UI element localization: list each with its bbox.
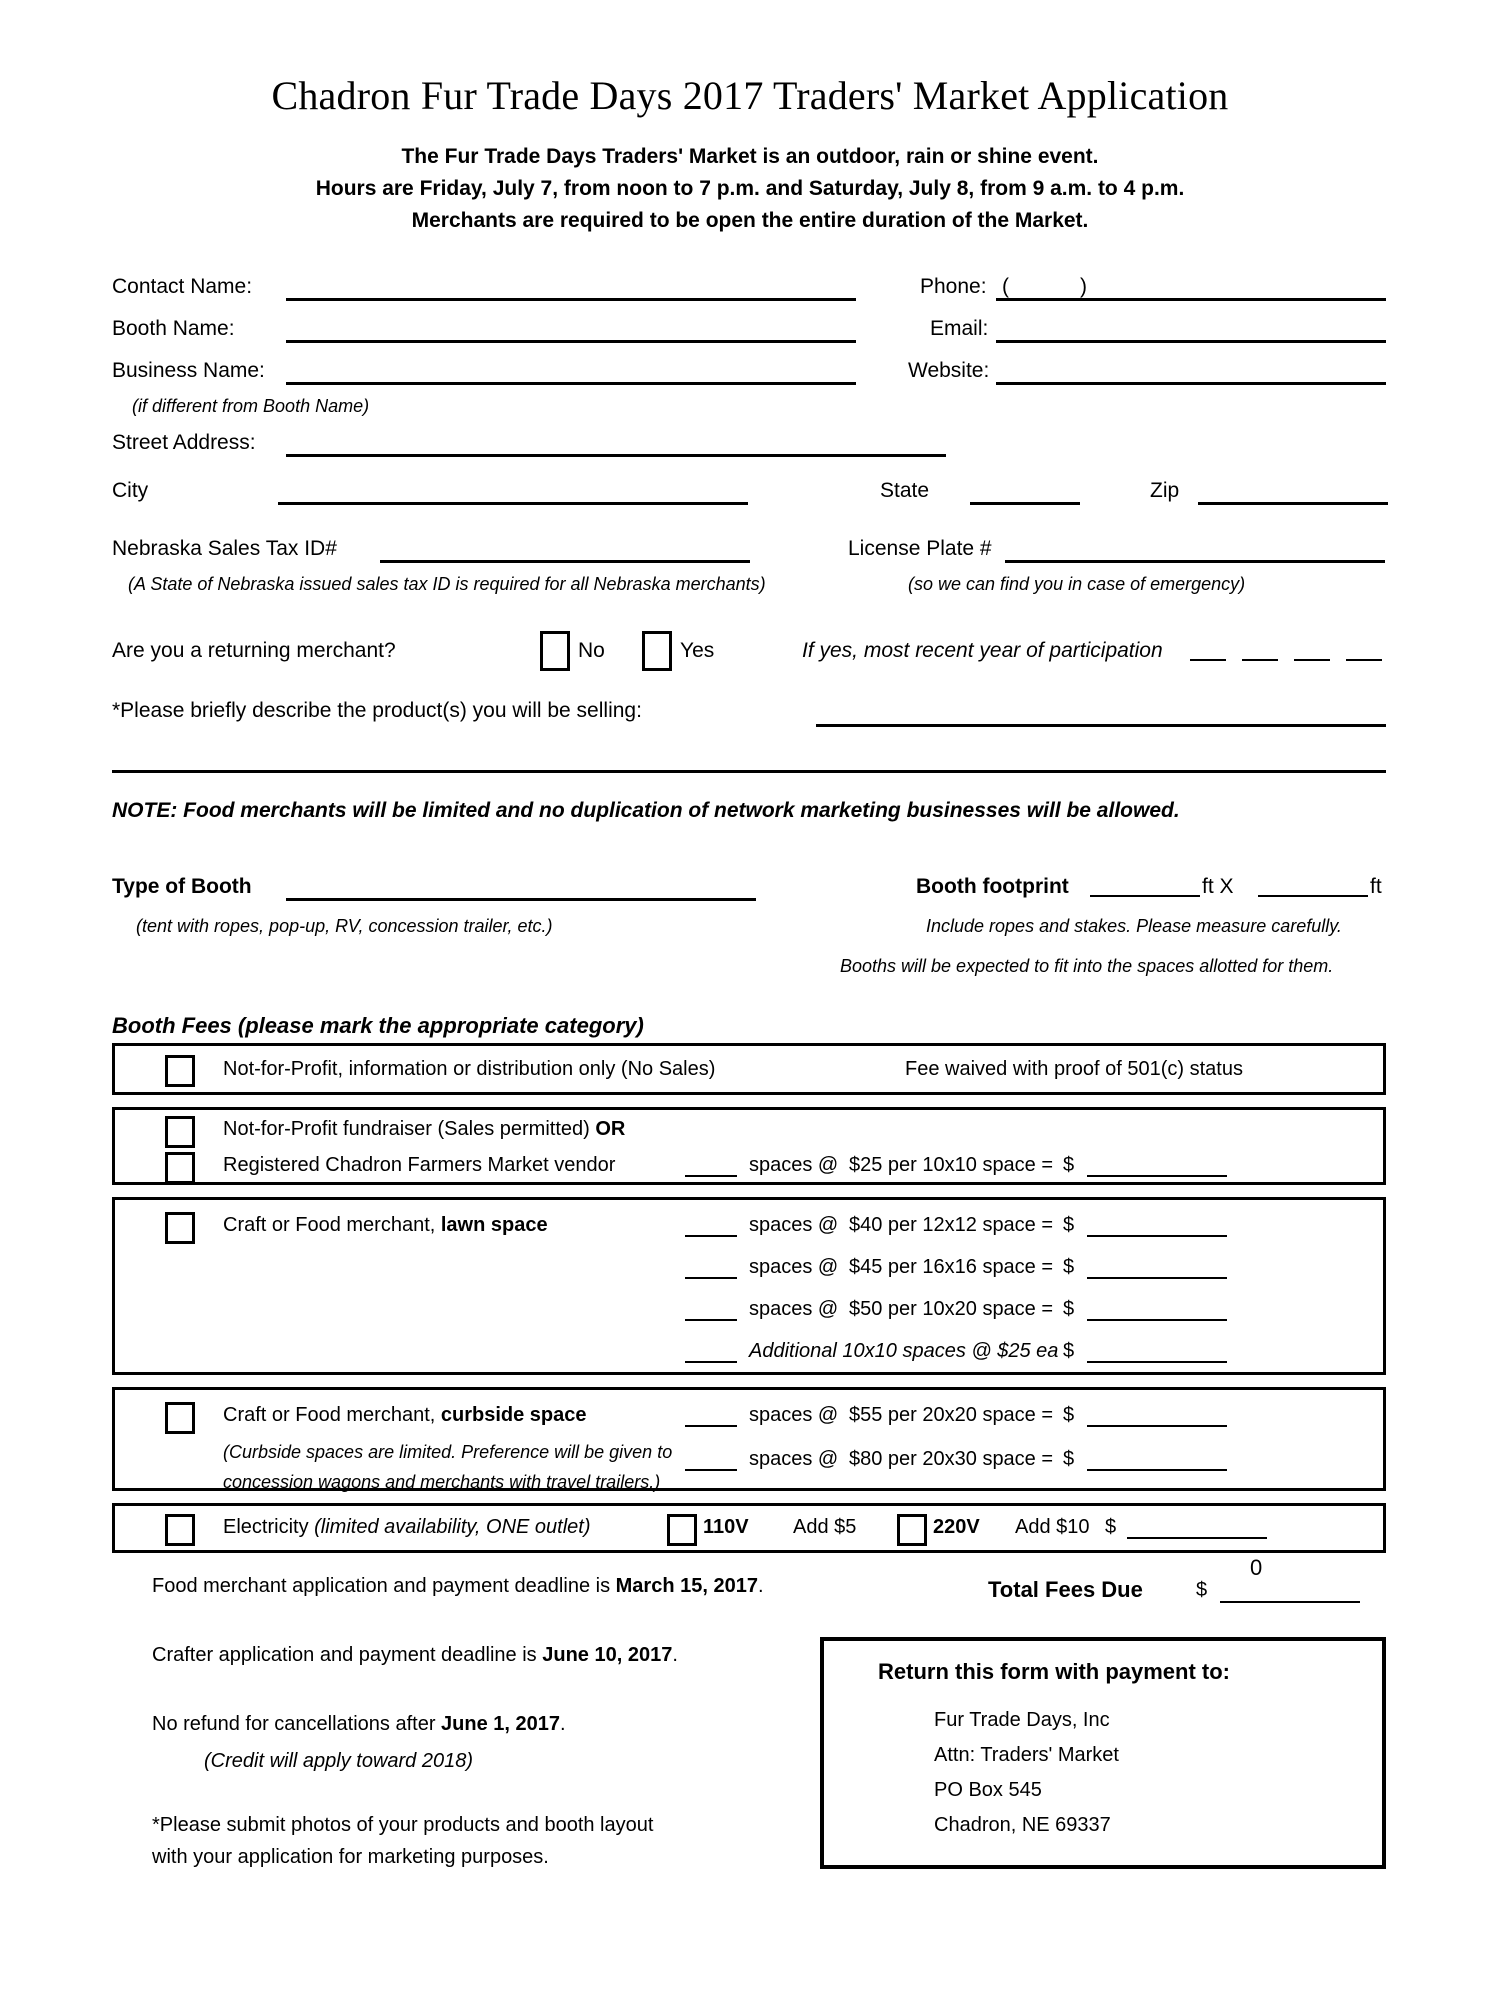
spaces-at-label-55: spaces @	[749, 1403, 839, 1426]
phone-input[interactable]	[996, 298, 1386, 301]
deadline-refund-prefix: No refund for cancellations after	[152, 1712, 442, 1735]
booth-type-row	[90, 857, 1410, 909]
spaces-at-label-40: spaces @	[749, 1213, 839, 1236]
return-box-line-3: PO Box 545	[934, 1778, 1042, 1801]
electricity-label-text: Electricity	[223, 1515, 315, 1538]
fee-label-electricity	[223, 1516, 591, 1539]
total-fees-label: Total Fees Due	[988, 1576, 1143, 1602]
checkbox-110v[interactable]	[667, 1514, 697, 1546]
total-fees-value: 0	[1250, 1554, 1263, 1580]
deadline-refund	[152, 1713, 792, 1736]
dollar-sign-40: $	[1063, 1213, 1075, 1236]
returning-merchant-question: Are you a returning merchant?	[112, 638, 396, 662]
returning-merchant-no-label: No	[578, 638, 605, 662]
curbside-note-line-2: concession wagons and merchants with travel trailers.)	[223, 1471, 661, 1492]
business-name-input[interactable]	[286, 382, 856, 385]
credit-note: (Credit will apply toward 2018)	[204, 1749, 474, 1772]
product-description-input-line-2[interactable]	[112, 770, 1386, 773]
application-form-page	[0, 72, 1500, 2013]
tax-id-notes-row	[90, 569, 1410, 601]
spaces-at-label-45: spaces @	[749, 1255, 839, 1278]
street-address-input[interactable]	[286, 454, 946, 457]
spaces-at-label-50: spaces @	[749, 1297, 839, 1320]
total-fees-input[interactable]	[1220, 1601, 1360, 1603]
subheading-block	[0, 141, 1500, 237]
booth-name-input[interactable]	[286, 340, 856, 343]
fee-block-not-for-profit-no-sales	[112, 1043, 1386, 1095]
product-description-label: *Please briefly describe the product(s) you will be selling:	[112, 698, 642, 722]
deadline-refund-date: June 1, 2017	[441, 1712, 561, 1735]
return-address-box	[820, 1637, 1386, 1869]
street-address-label: Street Address:	[112, 430, 256, 454]
fee-amount-input-50[interactable]	[1087, 1302, 1227, 1321]
spaces-count-input-45[interactable]	[685, 1260, 737, 1279]
fee-amount-input-55[interactable]	[1087, 1408, 1227, 1427]
fee-rate-50: $50 per 10x20 space =	[849, 1297, 1054, 1320]
fee-label-not-for-profit-no-sales: Not-for-Profit, information or distribution only (No Sales)	[223, 1057, 716, 1080]
year-digit-2-input[interactable]	[1242, 659, 1278, 661]
product-description-input-line-1[interactable]	[816, 724, 1386, 727]
fee-block-electricity	[112, 1503, 1386, 1553]
fee-amount-input-40[interactable]	[1087, 1218, 1227, 1237]
note-row	[90, 779, 1410, 829]
photos-note-line-1: *Please submit photos of your products and booth layout	[152, 1813, 654, 1836]
deadline-food-date: March 15, 2017	[615, 1574, 758, 1597]
license-plate-label: License Plate #	[848, 536, 992, 560]
checkbox-not-for-profit-fundraiser[interactable]	[165, 1116, 195, 1148]
fee-label-curbside-bold: curbside space	[440, 1403, 587, 1426]
deadline-food	[152, 1575, 792, 1598]
fee-label-or: OR	[595, 1117, 626, 1140]
return-box-line-1: Fur Trade Days, Inc	[934, 1708, 1110, 1731]
return-box-line-4: Chadron, NE 69337	[934, 1813, 1111, 1836]
fee-label-lawn-bold: lawn space	[440, 1213, 548, 1236]
fee-label-farmers-market-vendor: Registered Chadron Farmers Market vendor	[223, 1153, 616, 1176]
spaces-at-label-25: spaces @	[749, 1153, 839, 1176]
spaces-count-input-40[interactable]	[685, 1218, 737, 1237]
deadline-crafter-date: June 10, 2017	[542, 1643, 673, 1666]
booth-notes-row-2	[90, 943, 1410, 983]
booth-footprint-unit-1: ft X	[1202, 874, 1234, 898]
city-input[interactable]	[278, 502, 748, 505]
page-title: Chadron Fur Trade Days 2017 Traders' Market Application	[271, 73, 1229, 118]
deadline-food-prefix: Food merchant application and payment deadline is	[152, 1574, 616, 1597]
deadline-crafter	[152, 1644, 792, 1667]
contact-name-row	[90, 265, 1410, 307]
booth-footprint-unit-2: ft	[1370, 874, 1382, 898]
fee-waiver-text: Fee waived with proof of 501(c) status	[905, 1057, 1243, 1080]
subheading-line-3: Merchants are required to be open the entire duration of the Market.	[411, 208, 1089, 232]
email-label: Email:	[930, 316, 989, 340]
fee-label-curbside-space	[223, 1404, 587, 1427]
phone-paren-close: )	[1080, 274, 1087, 298]
deadlines-column	[152, 1575, 792, 1873]
license-plate-note: (so we can find you in case of emergency)	[908, 573, 1246, 594]
business-name-label: Business Name:	[112, 358, 265, 382]
spaces-count-input-55[interactable]	[685, 1408, 737, 1427]
street-address-row	[90, 421, 1410, 463]
subheading-line-2: Hours are Friday, July 7, from noon to 7 p.m. and Saturday, July 8, from 9 a.m. to 4 p.m.	[315, 176, 1185, 200]
note-text: NOTE: Food merchants will be limited and no duplication of network marketing businesses will be allowed.	[112, 798, 1180, 822]
fee-block-curbside-space	[112, 1387, 1386, 1491]
deadline-crafter-prefix: Crafter application and payment deadline is	[152, 1643, 543, 1666]
booth-fees-heading-row	[90, 995, 1410, 1043]
booth-notes-row-1	[90, 909, 1410, 943]
electricity-label-note: (limited availability, ONE outlet)	[314, 1515, 591, 1538]
fee-amount-input-45[interactable]	[1087, 1260, 1227, 1279]
year-digit-3-input[interactable]	[1294, 659, 1330, 661]
booth-name-row	[90, 307, 1410, 349]
website-input[interactable]	[996, 382, 1386, 385]
deadline-refund-suffix: .	[560, 1712, 566, 1735]
zip-label: Zip	[1150, 478, 1180, 502]
booth-footprint-depth-input[interactable]	[1258, 895, 1368, 897]
email-input[interactable]	[996, 340, 1386, 343]
label-110v: 110V	[703, 1515, 749, 1538]
booth-type-note: (tent with ropes, pop-up, RV, concession trailer, etc.)	[136, 915, 553, 936]
checkbox-not-for-profit-no-sales[interactable]	[165, 1055, 195, 1087]
fee-amount-input-electricity[interactable]	[1127, 1520, 1267, 1539]
checkbox-electricity[interactable]	[165, 1514, 195, 1546]
spaces-count-input-25[interactable]	[685, 1158, 737, 1177]
fee-label-text-lawn: Craft or Food merchant,	[223, 1213, 441, 1236]
state-input[interactable]	[970, 502, 1080, 505]
license-plate-input[interactable]	[1005, 560, 1385, 563]
booth-type-label: Type of Booth	[112, 874, 252, 898]
spaces-count-input-additional[interactable]	[685, 1344, 737, 1363]
spaces-count-input-50[interactable]	[685, 1302, 737, 1321]
dollar-sign-80: $	[1063, 1447, 1075, 1470]
total-fees-dollar-sign: $	[1196, 1578, 1208, 1601]
tax-id-label: Nebraska Sales Tax ID#	[112, 536, 337, 560]
contact-name-input[interactable]	[286, 298, 856, 301]
dollar-sign-25: $	[1063, 1153, 1075, 1176]
fee-label-not-for-profit-fundraiser	[223, 1118, 625, 1141]
booth-footprint-label: Booth footprint	[916, 874, 1069, 898]
label-220v: 220V	[933, 1515, 980, 1538]
zip-input[interactable]	[1198, 502, 1388, 505]
returning-merchant-row	[90, 615, 1410, 677]
fee-block-not-for-profit-fundraiser	[112, 1107, 1386, 1185]
city-state-zip-row	[90, 469, 1410, 511]
deadline-crafter-suffix: .	[672, 1643, 678, 1666]
return-box-line-2: Attn: Traders' Market	[934, 1743, 1119, 1766]
dollar-sign-50: $	[1063, 1297, 1075, 1320]
state-label: State	[880, 478, 930, 502]
returning-merchant-yes-checkbox[interactable]	[642, 631, 672, 671]
fee-label-lawn-space	[223, 1214, 548, 1237]
return-box-address	[934, 1703, 1382, 1843]
dollar-sign-45: $	[1063, 1255, 1075, 1278]
fee-rate-45: $45 per 16x16 space =	[849, 1255, 1054, 1278]
checkbox-farmers-market-vendor[interactable]	[165, 1152, 195, 1184]
checkbox-lawn-space[interactable]	[165, 1212, 195, 1244]
booth-footprint-note-1: Include ropes and stakes. Please measure carefully.	[926, 915, 1342, 936]
tax-id-row	[90, 527, 1410, 569]
returning-merchant-no-checkbox[interactable]	[540, 631, 570, 671]
fee-rate-40: $40 per 12x12 space =	[849, 1213, 1054, 1236]
checkbox-220v[interactable]	[897, 1514, 927, 1546]
business-name-note-row	[90, 391, 1410, 421]
footer-section	[90, 1554, 1410, 1905]
photos-note-line-2: with your application for marketing purposes.	[152, 1845, 549, 1868]
business-name-note: (if different from Booth Name)	[132, 395, 370, 416]
return-box-heading: Return this form with payment to:	[878, 1658, 1230, 1684]
returning-merchant-yes-label: Yes	[680, 638, 715, 662]
spaces-count-input-80[interactable]	[685, 1452, 737, 1471]
year-digit-4-input[interactable]	[1346, 659, 1382, 661]
if-yes-year-label: If yes, most recent year of participation	[802, 638, 1163, 662]
fee-rate-80: $80 per 20x30 space =	[849, 1447, 1054, 1470]
booth-footprint-width-input[interactable]	[1090, 895, 1200, 897]
tax-id-note: (A State of Nebraska issued sales tax ID is required for all Nebraska merchants)	[128, 573, 766, 594]
booth-type-input[interactable]	[286, 898, 756, 901]
product-description-second-line-row	[90, 735, 1410, 779]
dollar-sign-additional: $	[1063, 1339, 1075, 1362]
fee-amount-input-additional[interactable]	[1087, 1344, 1227, 1363]
tax-id-input[interactable]	[380, 560, 750, 563]
photos-note	[152, 1809, 792, 1873]
label-220v-add: Add $10	[1015, 1515, 1090, 1538]
subheading-line-1: The Fur Trade Days Traders' Market is an outdoor, rain or shine event.	[401, 145, 1099, 168]
checkbox-curbside-space[interactable]	[165, 1402, 195, 1434]
business-name-row	[90, 349, 1410, 391]
fee-label-text: Not-for-Profit fundraiser (Sales permitted)	[223, 1117, 596, 1140]
label-110v-add: Add $5	[793, 1515, 857, 1538]
spaces-at-label-80: spaces @	[749, 1447, 839, 1470]
curbside-note-line-1: (Curbside spaces are limited. Preference will be given to	[223, 1441, 673, 1462]
fee-amount-input-25[interactable]	[1087, 1158, 1227, 1177]
contact-name-label: Contact Name:	[112, 274, 253, 298]
dollar-sign-electricity: $	[1105, 1515, 1117, 1538]
fee-label-text-curbside: Craft or Food merchant,	[223, 1403, 441, 1426]
fee-block-lawn-space	[112, 1197, 1386, 1375]
product-description-row	[90, 677, 1410, 735]
year-digit-1-input[interactable]	[1190, 659, 1226, 661]
booth-footprint-note-2: Booths will be expected to fit into the spaces allotted for them.	[840, 955, 1334, 976]
fee-amount-input-80[interactable]	[1087, 1452, 1227, 1471]
booth-name-label: Booth Name:	[112, 316, 235, 340]
deadline-food-suffix: .	[757, 1574, 764, 1597]
website-label: Website:	[908, 358, 990, 382]
phone-paren-open: (	[1002, 274, 1009, 298]
phone-label: Phone:	[920, 274, 987, 298]
fee-rate-additional-10x10: Additional 10x10 spaces @ $25 ea	[749, 1339, 1059, 1362]
dollar-sign-55: $	[1063, 1403, 1075, 1426]
fee-rate-55: $55 per 20x20 space =	[849, 1403, 1054, 1426]
fee-rate-25: $25 per 10x10 space =	[849, 1153, 1054, 1176]
city-label: City	[112, 478, 149, 502]
booth-fees-heading: Booth Fees (please mark the appropriate category)	[112, 1012, 644, 1038]
total-fees-row	[988, 1554, 1263, 1603]
